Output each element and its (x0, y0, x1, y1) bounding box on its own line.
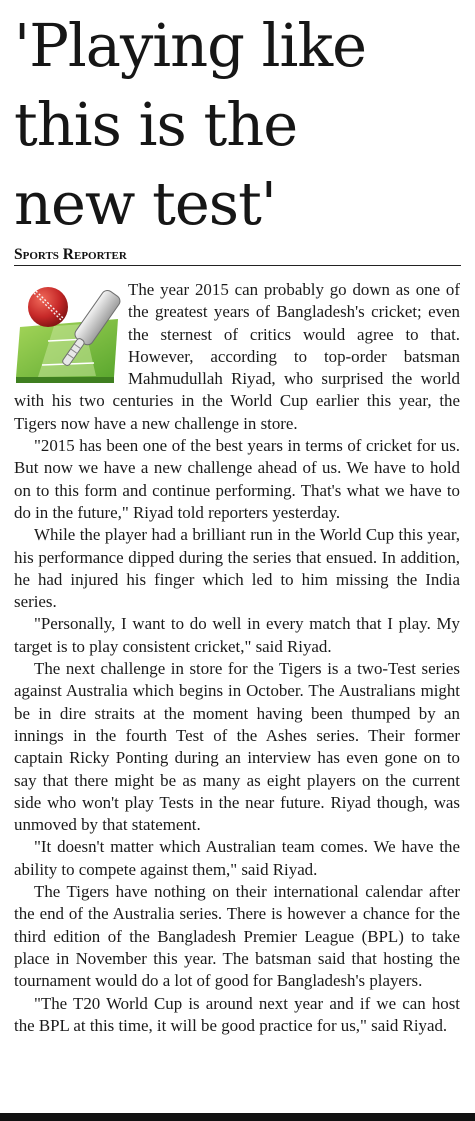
bottom-rule (0, 1113, 475, 1121)
article-paragraph: "Personally, I want to do well in every match that I play. My target is to play consistent cricket," said Riyad. (14, 614, 460, 656)
article-paragraph: The next challenge in store for the Tigers is a two-Test series against Australia which begins in October. The Australians might be in dire straits at the moment having been thumped by an innings in the fourth Test of the Ashes series. Their former captain Ricky Ponting during an interview has even gone on to say that there might be as many as eight players on the current side who won't play Tests in the near future. Riyad though, was unmoved by that statement. (14, 659, 460, 835)
article-body (14, 279, 460, 1037)
byline: Sports Reporter (14, 245, 461, 266)
cricket-ball-bat-pitch-icon (14, 279, 124, 390)
article-paragraph: "2015 has been one of the best years in terms of cricket for us. But now we have a new challenge ahead of us. We have to hold on to this form and continue performing. That's what we have to do in the future," Riyad told reporters yesterday. (14, 436, 460, 522)
headline (14, 6, 469, 243)
article-paragraph: The Tigers have nothing on their international calendar after the end of the Australia series. There is however a chance for the third edition of the Bangladesh Premier League (BPL) to take place in November this year. The batsman said that hosting the tournament would do a lot of good for Bangladesh's players. (14, 882, 460, 991)
headline-line: this is the (14, 90, 298, 159)
article-paragraph: "It doesn't matter which Australian team comes. We have the ability to compete against them," said Riyad. (14, 837, 460, 879)
article-paragraph: The year 2015 can probably go down as one of the greatest years of Bangladesh's cricket; even the sternest of critics would agree to that. However, according to top-order batsman Mahmudullah Riyad, who surprised the world with his two centuries in the World Cup earlier this year, the Tigers now have a new challenge in store. (14, 280, 460, 433)
article-paragraph: While the player had a brilliant run in the World Cup this year, his performance dipped during the series that ensued. In addition, he had injured his finger which led to him missing the India series. (14, 525, 460, 612)
headline-line: new test' (14, 169, 277, 238)
headline-line: 'Playing like (14, 11, 367, 80)
article-paragraph: "The T20 World Cup is around next year and if we can host the BPL at this time, it will be good practice for us," said Riyad. (14, 993, 460, 1035)
